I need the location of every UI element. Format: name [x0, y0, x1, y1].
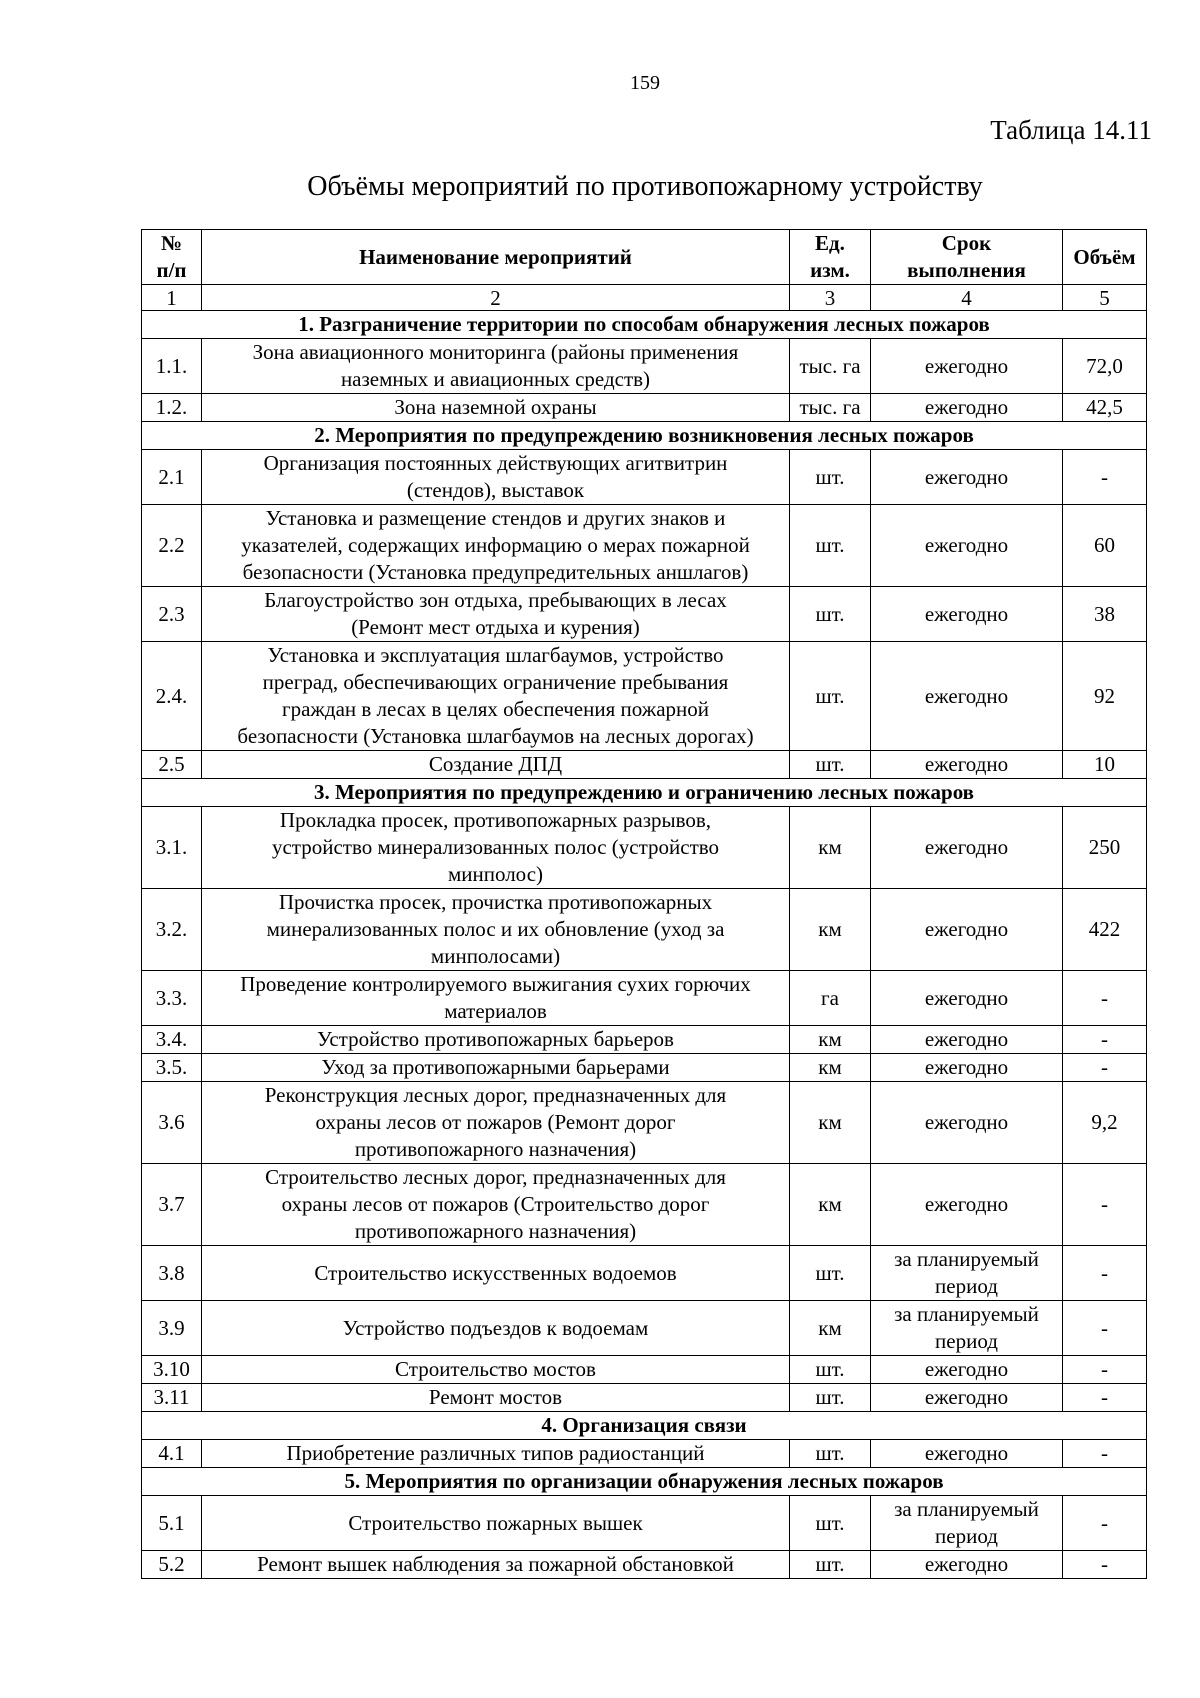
item-term: [871, 587, 1063, 642]
item-number: 2.3: [142, 587, 202, 642]
item-unit: шт.: [790, 751, 871, 779]
item-term-line: ежегодно: [924, 683, 1009, 708]
item-term: [871, 1301, 1063, 1356]
table-row: [142, 394, 1147, 422]
column-number: 4: [871, 285, 1063, 311]
item-term-line: период: [935, 1524, 998, 1548]
section-row: [142, 311, 1147, 339]
item-unit: км: [790, 1082, 871, 1164]
item-term: [871, 1164, 1063, 1246]
item-volume: -: [1063, 971, 1147, 1026]
item-term: [871, 1356, 1063, 1384]
item-number: 3.10: [142, 1356, 202, 1384]
item-unit: шт.: [790, 642, 871, 751]
item-unit: шт.: [790, 1356, 871, 1384]
item-name-line: Создание ДПД: [428, 752, 563, 776]
item-name: [202, 642, 790, 751]
item-name: [202, 394, 790, 422]
item-unit: тыс. га: [790, 394, 871, 422]
table-row: [142, 642, 1147, 751]
item-unit: км: [790, 807, 871, 889]
item-name-line: (Ремонт мест отдыха и курения): [351, 615, 640, 639]
item-term-line: ежегодно: [924, 835, 1009, 859]
item-unit: шт.: [790, 505, 871, 587]
table-row: [142, 505, 1147, 587]
header-term: Срок выполнения: [871, 230, 1063, 285]
item-name-line: Зона авиационного мониторинга (районы применения: [252, 340, 739, 364]
table-row: [142, 1082, 1147, 1164]
item-volume: -: [1063, 1301, 1147, 1356]
item-name-line: наземных и авиационных средств): [340, 367, 651, 391]
item-name-line: противопожарного назначения): [354, 1137, 637, 1161]
item-name: [202, 1054, 790, 1082]
item-name: [202, 1246, 790, 1301]
column-number: 1: [142, 285, 202, 311]
item-number: 3.9: [142, 1301, 202, 1356]
item-term: [871, 1246, 1063, 1301]
item-volume: -: [1063, 1384, 1147, 1412]
item-term: [871, 1496, 1063, 1551]
column-number: 5: [1063, 285, 1147, 311]
header-name: Наименование мероприятий: [202, 230, 790, 285]
item-unit: га: [790, 971, 871, 1026]
item-name-line: Реконструкция лесных дорог, предназначенных для: [264, 1083, 727, 1107]
table-row: [142, 1551, 1147, 1579]
item-unit: шт.: [790, 1496, 871, 1551]
item-term: [871, 1082, 1063, 1164]
item-name-line: минерализованных полос и их обновление (уход за: [266, 917, 725, 941]
item-name: [202, 1026, 790, 1054]
section-title: 4. Организация связи: [142, 1412, 1147, 1440]
table-row: [142, 1356, 1147, 1384]
item-term: [871, 1026, 1063, 1054]
header-volume: Объём: [1063, 230, 1147, 285]
item-term-line: ежегодно: [924, 1357, 1009, 1381]
item-volume: 38: [1063, 587, 1147, 642]
table-header-row: [142, 230, 1147, 285]
item-term-line: ежегодно: [924, 1192, 1009, 1216]
item-name-line: Строительство мостов: [395, 1357, 596, 1381]
item-volume: 10: [1063, 751, 1147, 779]
page-number: 159: [630, 72, 660, 94]
item-term-line: ежегодно: [924, 601, 1009, 626]
item-name: [202, 1496, 790, 1551]
table-row: [142, 450, 1147, 505]
item-name-line: (стендов), выставок: [406, 478, 585, 502]
item-term-line: ежегодно: [924, 752, 1009, 776]
item-volume: -: [1063, 450, 1147, 505]
section-title: 1. Разграничение территории по способам обнаружения лесных пожаров: [142, 311, 1147, 339]
item-unit: км: [790, 1164, 871, 1246]
item-term-line: за планируемый: [894, 1302, 1039, 1326]
item-volume: 250: [1063, 807, 1147, 889]
item-number: 2.1: [142, 450, 202, 505]
item-unit: шт.: [790, 1384, 871, 1412]
item-number: 2.4.: [142, 642, 202, 751]
section-row: [142, 1412, 1147, 1440]
item-term: [871, 751, 1063, 779]
item-term: [871, 807, 1063, 889]
item-number: 3.8: [142, 1246, 202, 1301]
item-term: [871, 1384, 1063, 1412]
item-name-line: Строительство лесных дорог, предназначенных для: [265, 1165, 726, 1189]
item-unit: км: [790, 1054, 871, 1082]
table-row: [142, 1301, 1147, 1356]
item-term: [871, 1054, 1063, 1082]
table-row: [142, 1384, 1147, 1412]
section-title: 2. Мероприятия по предупреждению возникновения лесных пожаров: [142, 422, 1147, 450]
item-term: [871, 1440, 1063, 1468]
item-volume: -: [1063, 1246, 1147, 1301]
item-name-line: Приобретение различных типов радиостанций: [286, 1441, 705, 1465]
section-row: [142, 1468, 1147, 1496]
item-name-line: Прочистка просек, прочистка противопожарных: [278, 890, 713, 914]
item-volume: 92: [1063, 642, 1147, 751]
table-row: [142, 889, 1147, 971]
item-volume: -: [1063, 1026, 1147, 1054]
item-name-line: Организация постоянных действующих агитвитрин: [263, 451, 728, 475]
item-name: [202, 889, 790, 971]
item-volume: 422: [1063, 889, 1147, 971]
item-term: [871, 394, 1063, 422]
item-unit: шт.: [790, 450, 871, 505]
item-name-line: Прокладка просек, противопожарных разрывов,: [279, 808, 712, 832]
item-term-line: ежегодно: [924, 985, 1009, 1010]
item-name: [202, 751, 790, 779]
column-number-row: [142, 285, 1147, 311]
item-name-line: устройство минерализованных полос (устройство: [271, 835, 720, 859]
table-row: [142, 1246, 1147, 1301]
table-row: [142, 587, 1147, 642]
item-volume: -: [1063, 1356, 1147, 1384]
item-term-line: за планируемый: [894, 1497, 1039, 1521]
item-name-line: Уход за противопожарными барьерами: [321, 1055, 670, 1079]
item-number: 3.6: [142, 1082, 202, 1164]
table-row: [142, 1026, 1147, 1054]
item-number: 2.5: [142, 751, 202, 779]
item-volume: -: [1063, 1440, 1147, 1468]
table-row: [142, 971, 1147, 1026]
item-name: [202, 971, 790, 1026]
item-name: [202, 1082, 790, 1164]
item-number: 2.2: [142, 505, 202, 587]
item-number: 1.2.: [142, 394, 202, 422]
item-name: [202, 1356, 790, 1384]
measures-table: [141, 229, 1147, 1579]
item-unit: шт.: [790, 587, 871, 642]
item-name-line: минполосами): [430, 944, 561, 968]
item-number: 3.11: [142, 1384, 202, 1412]
item-term-line: ежегодно: [924, 395, 1009, 419]
item-name-line: Строительство искусственных водоемов: [314, 1260, 677, 1285]
item-volume: -: [1063, 1496, 1147, 1551]
item-number: 1.1.: [142, 339, 202, 394]
item-name-line: указателей, содержащих информацию о мерах пожарной: [241, 533, 750, 557]
table-row: [142, 751, 1147, 779]
item-name: [202, 505, 790, 587]
column-number: 2: [202, 285, 790, 311]
item-term-line: ежегодно: [924, 1552, 1009, 1576]
item-name-line: преград, обеспечивающих ограничение пребывания: [262, 670, 729, 694]
item-name: [202, 587, 790, 642]
header-unit: Ед. изм.: [790, 230, 871, 285]
item-name-line: Благоустройство зон отдыха, пребывающих в лесах: [264, 588, 727, 612]
item-name-line: Ремонт мостов: [428, 1385, 563, 1409]
item-name-line: противопожарного назначения): [354, 1219, 637, 1243]
item-name: [202, 1440, 790, 1468]
item-name-line: Строительство пожарных вышек: [348, 1510, 643, 1535]
item-unit: км: [790, 1301, 871, 1356]
item-volume: -: [1063, 1551, 1147, 1579]
item-term-line: ежегодно: [924, 1055, 1009, 1079]
table-row: [142, 1164, 1147, 1246]
item-term: [871, 1551, 1063, 1579]
section-title: 5. Мероприятия по организации обнаружения лесных пожаров: [142, 1468, 1147, 1496]
section-row: [142, 422, 1147, 450]
item-name-line: Установка и размещение стендов и других знаков и: [265, 506, 726, 530]
section-row: [142, 779, 1147, 807]
item-unit: шт.: [790, 1440, 871, 1468]
item-name-line: Ремонт вышек наблюдения за пожарной обстановкой: [257, 1552, 734, 1576]
item-volume: 42,5: [1063, 394, 1147, 422]
item-volume: 72,0: [1063, 339, 1147, 394]
item-number: 3.5.: [142, 1054, 202, 1082]
item-name-line: безопасности (Установка предупредительных аншлагов): [242, 560, 749, 584]
item-term-line: ежегодно: [924, 353, 1009, 378]
item-name-line: Установка и эксплуатация шлагбаумов, устройство: [267, 643, 724, 667]
item-number: 3.3.: [142, 971, 202, 1026]
item-unit: тыс. га: [790, 339, 871, 394]
document-title: Объёмы мероприятий по противопожарному устройству: [307, 171, 983, 202]
item-term: [871, 642, 1063, 751]
item-name: [202, 1301, 790, 1356]
item-unit: шт.: [790, 1551, 871, 1579]
item-term: [871, 889, 1063, 971]
item-term: [871, 339, 1063, 394]
item-name: [202, 1551, 790, 1579]
item-name: [202, 1384, 790, 1412]
table-row: [142, 1054, 1147, 1082]
item-term: [871, 505, 1063, 587]
item-name-line: Зона наземной охраны: [394, 395, 597, 419]
item-term-line: ежегодно: [924, 533, 1009, 557]
item-term-line: ежегодно: [924, 1441, 1009, 1465]
item-name-line: охраны лесов от пожаров (Ремонт дорог: [315, 1110, 676, 1134]
item-number: 3.2.: [142, 889, 202, 971]
item-number: 4.1: [142, 1440, 202, 1468]
item-number: 3.1.: [142, 807, 202, 889]
item-number: 5.1: [142, 1496, 202, 1551]
header-num: № п/п: [142, 230, 202, 285]
table-label: Таблица 14.11: [990, 115, 1152, 145]
item-term-line: ежегодно: [924, 1385, 1009, 1409]
item-name: [202, 450, 790, 505]
item-name-line: Устройство противопожарных барьеров: [317, 1027, 674, 1051]
item-term-line: период: [935, 1329, 998, 1353]
item-term-line: ежегодно: [924, 917, 1009, 941]
table-row: [142, 1496, 1147, 1551]
table-row: [142, 807, 1147, 889]
item-unit: км: [790, 1026, 871, 1054]
item-name: [202, 807, 790, 889]
item-name-line: безопасности (Установка шлагбаумов на лесных дорогах): [237, 724, 754, 748]
item-unit: шт.: [790, 1246, 871, 1301]
item-number: 3.7: [142, 1164, 202, 1246]
table-row: [142, 1440, 1147, 1468]
item-term-line: ежегодно: [924, 1110, 1009, 1134]
item-volume: 9,2: [1063, 1082, 1147, 1164]
item-number: 5.2: [142, 1551, 202, 1579]
item-volume: -: [1063, 1164, 1147, 1246]
item-name: [202, 1164, 790, 1246]
item-volume: 60: [1063, 505, 1147, 587]
column-number: 3: [790, 285, 871, 311]
item-name-line: материалов: [444, 999, 547, 1023]
item-name-line: граждан в лесах в целях обеспечения пожарной: [281, 697, 710, 721]
item-name-line: Проведение контролируемого выжигания сухих горючих: [240, 972, 751, 996]
item-term-line: период: [935, 1274, 998, 1298]
item-term-line: ежегодно: [924, 1027, 1009, 1051]
item-term: [871, 971, 1063, 1026]
section-title: 3. Мероприятия по предупреждению и ограничению лесных пожаров: [142, 779, 1147, 807]
item-term-line: за планируемый: [894, 1247, 1039, 1271]
item-number: 3.4.: [142, 1026, 202, 1054]
item-name-line: минполос): [447, 862, 544, 886]
item-term: [871, 450, 1063, 505]
item-name-line: Устройство подъездов к водоемам: [342, 1315, 649, 1340]
item-volume: -: [1063, 1054, 1147, 1082]
table-row: [142, 339, 1147, 394]
item-name-line: охраны лесов от пожаров (Строительство дорог: [281, 1192, 710, 1216]
item-unit: км: [790, 889, 871, 971]
item-term-line: ежегодно: [924, 464, 1009, 489]
item-name: [202, 339, 790, 394]
